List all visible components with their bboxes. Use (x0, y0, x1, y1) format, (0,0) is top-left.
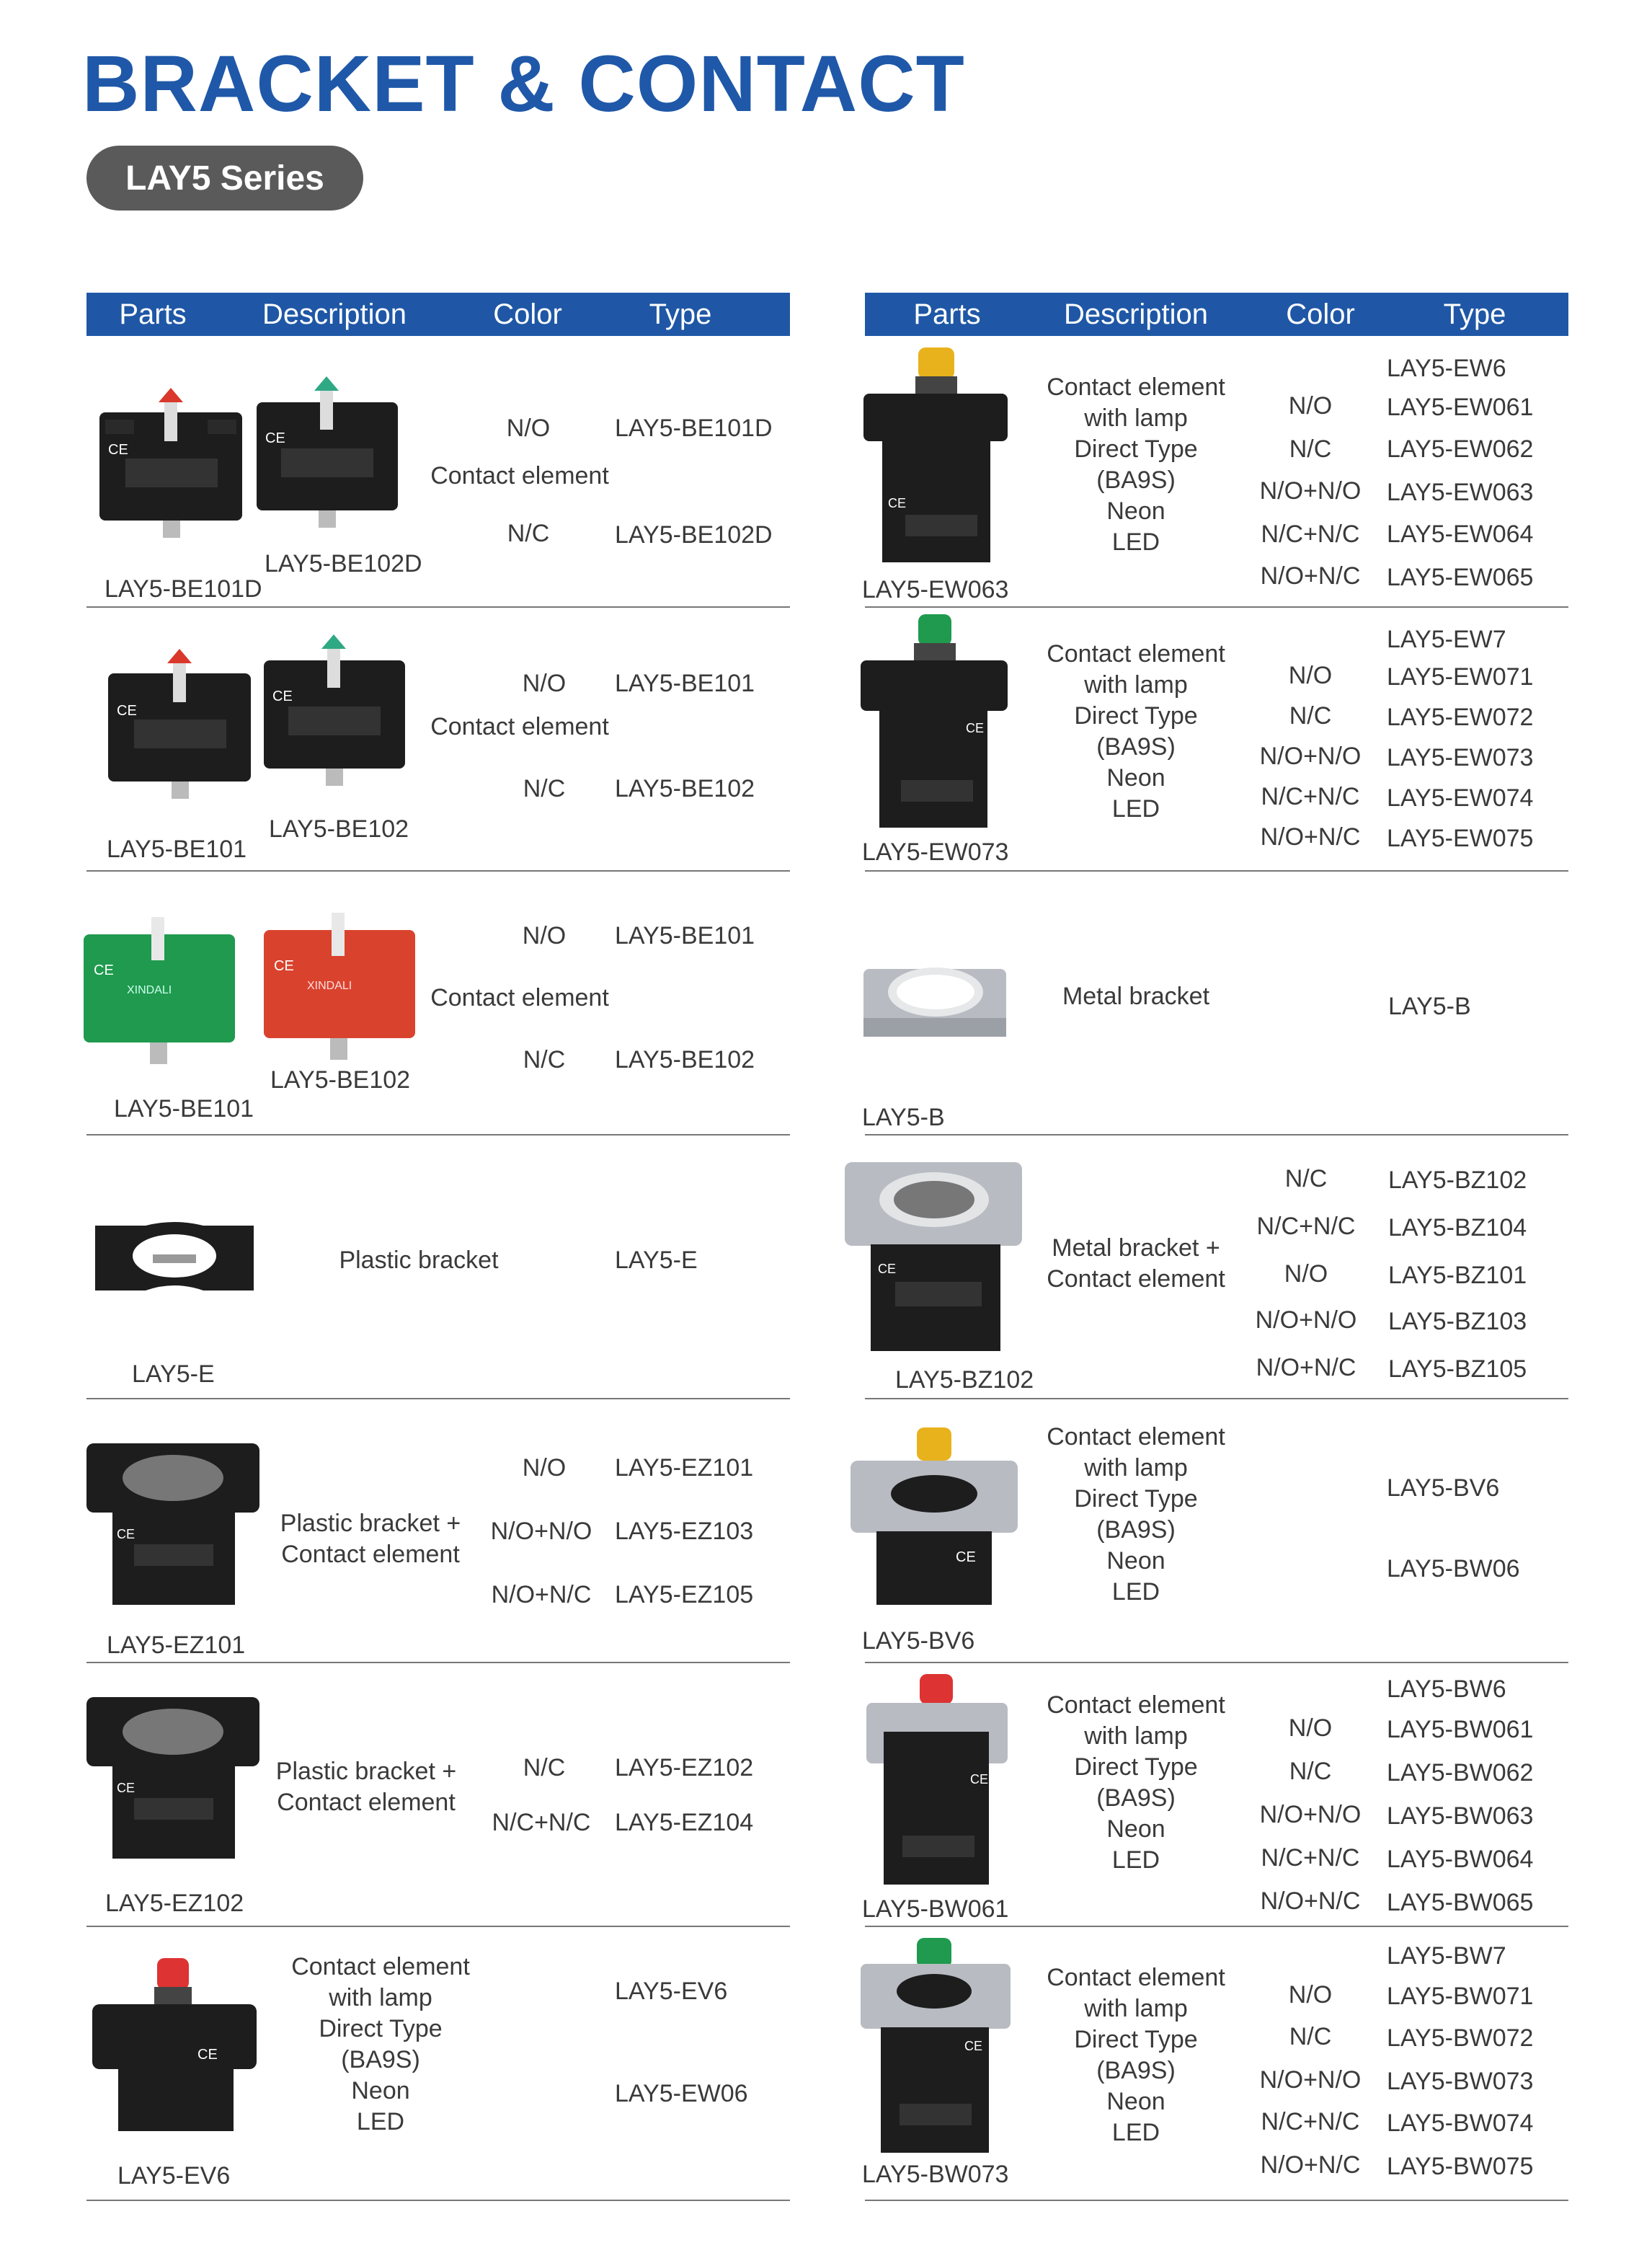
description-line: Direct Type (1074, 1753, 1198, 1781)
type-code: LAY5-BW062 (1387, 1759, 1534, 1787)
color-option: N/C+N/C (1256, 1213, 1356, 1240)
type-code: LAY5-EW7 (1387, 626, 1506, 653)
metal-bracket-contact-image (842, 1159, 1026, 1355)
description-line: LED (1111, 795, 1160, 823)
color-option: N/O+N/C (491, 1581, 592, 1608)
type-code: LAY5-EW071 (1387, 663, 1534, 691)
description (1047, 372, 1225, 558)
brand-mark: XINDALI (127, 984, 172, 996)
header-description: Description (262, 298, 407, 330)
description-line: Neon (351, 2077, 410, 2104)
part-label: LAY5-EZ102 (105, 1890, 244, 1917)
color-option: N/O+N/C (1260, 823, 1361, 851)
color-option: N/C (1289, 435, 1332, 463)
description-line: Direct Type (1074, 1485, 1198, 1513)
part-label: LAY5-BW073 (862, 2161, 1009, 2188)
header-description: Description (1063, 298, 1209, 330)
color-option: N/O+N/O (1255, 1306, 1357, 1334)
ce-mark: CE (878, 1262, 897, 1276)
description-line: Contact element (1047, 1265, 1225, 1293)
description-line: LED (1111, 1846, 1160, 1874)
description (1047, 639, 1225, 825)
type-code: LAY5-EZ103 (615, 1518, 754, 1545)
part-label: LAY5-BE102 (269, 815, 409, 843)
header-parts: Parts (913, 298, 981, 330)
description-line: Direct Type (1074, 702, 1198, 730)
description-line: Contact element (277, 1789, 456, 1816)
type-code: LAY5-BZ104 (1388, 1214, 1527, 1241)
type-code: LAY5-BW061 (1387, 1716, 1534, 1743)
description-line: (BA9S) (1096, 1516, 1176, 1544)
part-label: LAY5-BW061 (862, 1895, 1009, 1923)
color-option: N/C (1289, 2023, 1332, 2050)
color-option: N/O+N/O (1259, 477, 1362, 505)
type-code: LAY5-EW062 (1387, 435, 1534, 463)
left-table-header (86, 293, 790, 336)
type-code: LAY5-BE102 (615, 775, 755, 802)
ce-mark: CE (970, 1772, 989, 1787)
type-code: LAY5-BW072 (1387, 2024, 1534, 2052)
description (276, 1756, 456, 1818)
description-line: LED (356, 2108, 405, 2135)
brand-mark: XINDALI (307, 980, 352, 992)
description (1047, 1422, 1225, 1608)
description-line: Plastic bracket + (275, 1758, 457, 1785)
row-divider (86, 870, 790, 872)
row-divider (86, 2200, 790, 2201)
part-label: LAY5-B (862, 1104, 945, 1131)
color-option: N/C+N/C (1261, 1844, 1360, 1872)
description (1047, 1690, 1225, 1876)
part-label: LAY5-BE102 (270, 1066, 411, 1094)
color-option: N/C (523, 1046, 566, 1073)
metal-bracket-lamp-image (848, 1427, 1021, 1609)
description-line: with lamp (1084, 1722, 1188, 1750)
contact-element-image (264, 901, 419, 1064)
description (1047, 1962, 1225, 2148)
description-line: Contact element (1047, 1423, 1225, 1451)
row-divider (86, 1662, 790, 1663)
color-option: N/O (1288, 662, 1333, 689)
type-code: LAY5-BE102D (615, 521, 773, 549)
ce-mark: CE (197, 2047, 218, 2063)
metal-bracket-lamp-image (862, 1674, 1011, 1887)
row-divider (86, 1134, 790, 1135)
description-line: LED (1111, 528, 1160, 556)
plastic-bracket-contact-image (84, 1440, 264, 1612)
part-label: LAY5-E (132, 1360, 215, 1388)
color-option: N/O+N/O (490, 1518, 592, 1545)
description-line: Direct Type (1074, 2026, 1198, 2053)
ce-mark: CE (117, 1781, 136, 1795)
color-option: N/O+N/O (1259, 743, 1362, 770)
type-code: LAY5-BW071 (1387, 1983, 1534, 2010)
contact-element-image (84, 906, 239, 1067)
type-code: LAY5-BW7 (1387, 1942, 1506, 1970)
part-label: LAY5-EW063 (862, 576, 1009, 603)
type-code: LAY5-BW064 (1387, 1846, 1534, 1873)
description-line: (BA9S) (1096, 1784, 1176, 1812)
description-line: Contact element (291, 1953, 470, 1980)
type-code: LAY5-BW065 (1387, 1889, 1534, 1916)
description-line: LED (1111, 2119, 1160, 2146)
description: Plastic bracket (339, 1247, 499, 1274)
type-code: LAY5-EW074 (1387, 784, 1534, 812)
type-code: LAY5-BW06 (1387, 1555, 1520, 1582)
row-divider (865, 1134, 1568, 1135)
row-divider (86, 1398, 790, 1399)
description-line: Neon (1106, 497, 1165, 525)
part-label: LAY5-BE101 (114, 1095, 254, 1123)
header-parts: Parts (119, 298, 187, 330)
description-line: Neon (1106, 1815, 1165, 1843)
color-option: N/O (1288, 392, 1333, 420)
header-type: Type (649, 298, 712, 330)
part-label: LAY5-BV6 (862, 1627, 975, 1655)
ce-mark: CE (964, 2039, 983, 2053)
right-table-header (865, 293, 1568, 336)
row-divider (86, 1926, 790, 1927)
description-line: (BA9S) (341, 2046, 420, 2073)
ce-mark: CE (108, 442, 128, 458)
description-line: with lamp (1084, 671, 1188, 699)
contact-element-image (108, 649, 255, 800)
ce-mark: CE (966, 721, 985, 735)
description-line: (BA9S) (1096, 733, 1176, 761)
description-line: Contact element (281, 1541, 460, 1568)
type-code: LAY5-EV6 (615, 1978, 728, 2005)
row-divider (86, 606, 790, 608)
description-line: Metal bracket + (1052, 1234, 1220, 1262)
type-code: LAY5-EW6 (1387, 355, 1506, 382)
type-code: LAY5-EW065 (1387, 564, 1534, 591)
ce-mark: CE (117, 1527, 136, 1541)
description: Contact element (430, 462, 609, 490)
color-option: N/O (1284, 1260, 1328, 1288)
description-line: with lamp (1084, 1995, 1188, 2022)
contact-element-image (99, 388, 247, 539)
row-divider (865, 606, 1568, 608)
part-label: LAY5-EV6 (117, 2162, 231, 2190)
description-line: Neon (1106, 2088, 1165, 2115)
row-divider (865, 2200, 1568, 2201)
type-code: LAY5-EW075 (1387, 825, 1534, 852)
ce-mark: CE (117, 703, 137, 719)
color-option: N/C+N/C (1261, 521, 1360, 548)
description-line: Contact element (1047, 373, 1225, 401)
type-code: LAY5-EZ101 (615, 1454, 754, 1482)
row-divider (865, 1398, 1568, 1399)
type-code: LAY5-BZ102 (1388, 1166, 1527, 1194)
lamp-element-image (862, 347, 1011, 567)
description (291, 1952, 470, 2138)
color-option: N/O+N/O (1259, 1801, 1362, 1828)
color-option: N/O (522, 1454, 567, 1482)
plastic-bracket-image (88, 1211, 261, 1308)
type-code: LAY5-BW075 (1387, 2153, 1534, 2180)
color-option: N/O (506, 415, 551, 442)
color-option: N/O+N/C (1256, 1354, 1356, 1381)
type-code: LAY5-EW064 (1387, 521, 1534, 548)
color-option: N/C (1289, 702, 1332, 730)
type-code: LAY5-BV6 (1387, 1474, 1500, 1502)
ce-mark: CE (274, 958, 294, 974)
type-code: LAY5-BE101 (615, 670, 755, 697)
part-label: LAY5-EW073 (862, 838, 1009, 866)
color-option: N/O+N/C (1260, 562, 1361, 590)
type-code: LAY5-BW073 (1387, 2068, 1534, 2095)
part-label: LAY5-BZ102 (895, 1366, 1034, 1394)
description: Metal bracket (1062, 983, 1210, 1010)
color-option: N/C (523, 1754, 566, 1781)
type-code: LAY5-EW072 (1387, 704, 1534, 731)
row-divider (865, 1662, 1568, 1663)
color-option: N/C+N/C (1261, 2108, 1360, 2135)
description (1047, 1233, 1225, 1295)
part-label: LAY5-BE102D (265, 550, 422, 577)
type-code: LAY5-EW073 (1387, 744, 1534, 771)
ce-mark: CE (888, 496, 907, 510)
type-code: LAY5-BW063 (1387, 1802, 1534, 1830)
header-color: Color (1286, 298, 1355, 330)
description-line: Direct Type (319, 2015, 443, 2042)
ce-mark: CE (265, 430, 285, 446)
color-option: N/O+N/C (1260, 2151, 1361, 2179)
type-code: LAY5-EZ104 (615, 1809, 754, 1836)
description-line: with lamp (329, 1984, 432, 2011)
lamp-element-image (858, 614, 1011, 831)
page-title: BRACKET & CONTACT (82, 40, 965, 128)
row-divider (865, 870, 1568, 872)
color-option: N/O (522, 670, 567, 697)
header-color: Color (493, 298, 562, 330)
type-code: LAY5-BE101 (615, 922, 755, 949)
color-option: N/O+N/C (1260, 1887, 1361, 1915)
lamp-element-image (89, 1958, 259, 2135)
description-line: Contact element (1047, 1691, 1225, 1719)
ce-mark: CE (956, 1549, 976, 1565)
description: Contact element (430, 984, 609, 1011)
type-code: LAY5-BE102 (615, 1046, 755, 1073)
description-line: Contact element (1047, 1964, 1225, 1991)
description-line: (BA9S) (1096, 2057, 1176, 2084)
color-option: N/O (1288, 1714, 1333, 1742)
description-line: Neon (1106, 1547, 1165, 1575)
type-code: LAY5-B (1388, 993, 1471, 1020)
color-option: N/C (1289, 1758, 1332, 1785)
description-line: Neon (1106, 764, 1165, 792)
color-option: N/O (522, 922, 567, 949)
type-code: LAY5-BW074 (1387, 2109, 1534, 2137)
type-code: LAY5-E (615, 1247, 698, 1274)
ce-mark: CE (94, 962, 114, 978)
description-line: Direct Type (1074, 435, 1198, 463)
type-code: LAY5-EZ102 (615, 1754, 754, 1781)
type-code: LAY5-BZ105 (1388, 1355, 1527, 1383)
contact-element-image (257, 373, 401, 532)
description-line: with lamp (1084, 404, 1188, 432)
color-option: N/C+N/C (1261, 783, 1360, 810)
row-divider (865, 1926, 1568, 1927)
color-option: N/C (507, 520, 550, 547)
color-option: N/C (1284, 1165, 1328, 1192)
type-code: LAY5-EW06 (615, 2080, 748, 2107)
type-code: LAY5-BE101D (615, 415, 773, 442)
type-code: LAY5-BZ101 (1388, 1262, 1527, 1289)
type-code: LAY5-BZ103 (1388, 1308, 1527, 1335)
type-code: LAY5-BW6 (1387, 1675, 1506, 1703)
color-option: N/C+N/C (492, 1809, 591, 1836)
series-badge: LAY5 Series (86, 146, 363, 211)
ce-mark: CE (272, 689, 293, 704)
metal-bracket-lamp-image (856, 1938, 1015, 2156)
description (280, 1508, 461, 1570)
header-type: Type (1443, 298, 1506, 330)
description-line: LED (1111, 1578, 1160, 1606)
part-label: LAY5-BE101D (105, 575, 262, 603)
type-code: LAY5-EZ105 (615, 1581, 754, 1608)
type-code: LAY5-EW063 (1387, 479, 1534, 506)
description: Contact element (430, 713, 609, 740)
description-line: Contact element (1047, 640, 1225, 668)
contact-element-image (264, 632, 408, 790)
color-option: N/O+N/O (1259, 2066, 1362, 2094)
description-line: with lamp (1084, 1454, 1188, 1482)
color-option: N/C (523, 775, 566, 802)
plastic-bracket-contact-image (84, 1694, 264, 1866)
description-line: (BA9S) (1096, 466, 1176, 494)
color-option: N/O (1288, 1981, 1333, 2009)
part-label: LAY5-EZ101 (107, 1631, 246, 1659)
type-code: LAY5-EW061 (1387, 394, 1534, 421)
metal-bracket-image (861, 955, 1009, 1051)
part-label: LAY5-BE101 (107, 836, 247, 863)
description-line: Plastic bracket + (280, 1510, 461, 1537)
